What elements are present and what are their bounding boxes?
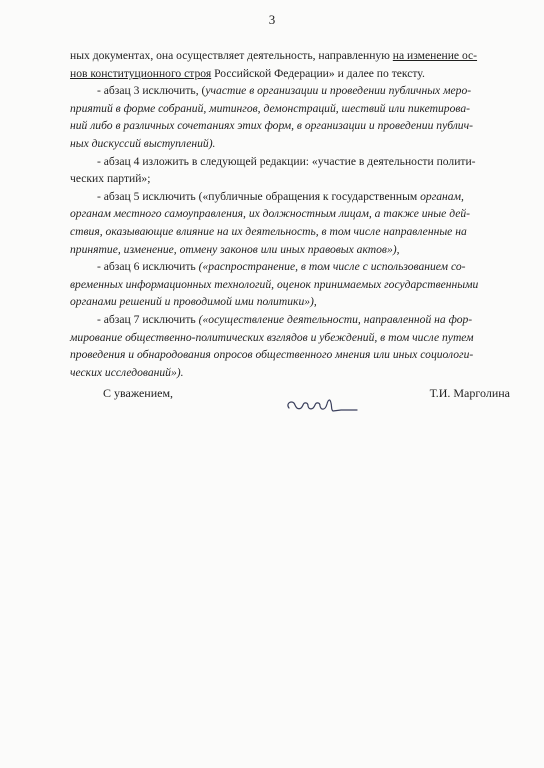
signer-name: Т.И. Марголина xyxy=(429,386,510,400)
text-segment: («осуществление деятельности, направленной на фор- xyxy=(198,312,473,326)
text-segment: мирование общественно-политических взглядов и убеждений, в том числе путем xyxy=(70,330,474,344)
text-line xyxy=(70,223,522,241)
text-line xyxy=(70,293,522,311)
text-segment: ных документах, она осуществляет деятельность, направленную xyxy=(70,49,393,62)
text-line xyxy=(70,153,522,171)
text-segment: - абзац 3 исключить, ( xyxy=(97,84,206,98)
text-segment: - абзац 5 исключить («публичные обращения к государственным xyxy=(97,189,421,203)
text-segment: органами решений и проводимой ими политики»), xyxy=(70,295,317,309)
text-line xyxy=(70,47,522,65)
text-line xyxy=(70,311,522,329)
text-segment: ных дискуссий выступлений). xyxy=(70,136,216,150)
page-number: 3 xyxy=(268,12,276,27)
text-segment: ческих исследований»). xyxy=(70,365,184,379)
text-line xyxy=(70,205,522,223)
text-segment: - абзац 6 исключить xyxy=(97,260,199,274)
text-segment: - абзац 4 изложить в следующей редакции: «участие в деятельности полити- xyxy=(97,154,476,168)
text-segment: органам местного самоуправления, их должностным лицам, а также иные дей- xyxy=(70,207,471,221)
text-segment: участие в организации и проведении публичных меро- xyxy=(205,84,472,98)
text-line xyxy=(70,346,522,364)
text-segment: Российской Федерации» и далее по тексту. xyxy=(211,66,425,80)
text-segment: ний либо в различных сочетаниях этих форм, в организации и проведении публич- xyxy=(70,119,473,133)
text-segment: проведения и обнародования опросов общественного мнения или иных социологи- xyxy=(70,348,474,362)
text-line xyxy=(70,135,522,153)
text-segment: временных информационных технологий, оценок принимаемых государственными xyxy=(70,277,479,291)
text-segment: приятий в форме собраний, митингов, демонстраций, шествий или пикетирова- xyxy=(70,101,470,115)
text-segment: ствия, оказывающие влияние на их деятельность, в том числе направленные на xyxy=(70,224,467,238)
text-line xyxy=(70,65,522,83)
text-line xyxy=(70,188,522,206)
text-segment: принятие, изменение, отмену законов или иных правовых актов»), xyxy=(70,242,400,256)
text-segment: на изменение ос- xyxy=(392,49,478,62)
text-line xyxy=(70,117,522,135)
text-segment: нов конституционного строя xyxy=(70,66,212,80)
text-segment: - абзац 7 исключить xyxy=(97,312,199,326)
text-segment: органам, xyxy=(420,189,464,203)
text-segment: («распространение, в том числе с использованием со- xyxy=(198,260,466,274)
handwritten-signature xyxy=(283,390,363,420)
text-line xyxy=(70,82,522,100)
text-line xyxy=(70,100,522,118)
text-line xyxy=(70,329,522,347)
text-segment: ческих партий»; xyxy=(70,172,151,186)
letter-body xyxy=(70,47,522,381)
text-line xyxy=(70,170,522,188)
text-line xyxy=(70,276,522,294)
closing-salutation: С уважением, xyxy=(103,386,174,400)
text-line xyxy=(70,364,522,382)
text-line xyxy=(70,258,522,276)
text-line xyxy=(70,241,522,259)
